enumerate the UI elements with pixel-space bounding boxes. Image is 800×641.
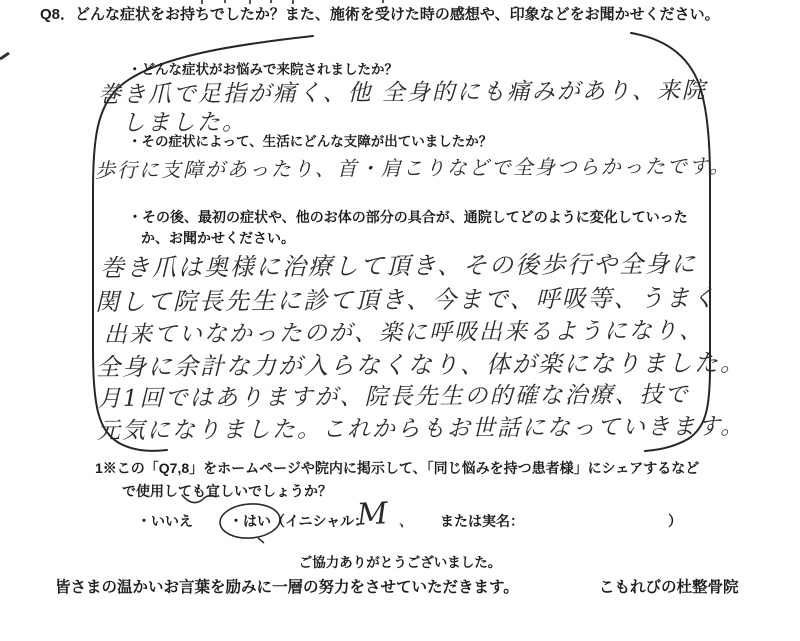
handwritten-answer-3-line-2: 関して院長先生に診て頂き、今まで、呼吸等、うまく [94,283,718,317]
handwritten-answer-3-line-1: 巻き爪は奥様に治療して頂き、その後歩行や全身に [99,249,698,283]
question-header: Q8．どんな症状をお持ちでしたか？また、施術を受けた時の感想や、印象などをお聞かせください。 [40,6,720,23]
handwritten-answer-1-line-1: 巻き爪で足指が痛く、他 全身的にも痛みがあり、来院 [97,77,707,109]
consent-close-paren: ） [668,513,682,529]
handwritten-initial-comma: 、 [397,509,417,532]
handwritten-answer-1-line-2: しました。 [121,109,248,137]
handwritten-answer-3-line-4: 全身に余計な力が入らなくなり、体が楽になりました。 [95,348,747,382]
closing-message: 皆さまの温かいお言葉を励みに一層の努力をさせていただきます。 [55,579,519,596]
handwritten-initial: M [356,496,389,533]
handwritten-answer-3-line-5: 月1回ではありますが、院長先生の的確な治療、技で [97,381,690,413]
realname-label: または実名： [440,513,524,529]
yes-circle-tail [258,538,264,543]
clinic-name: こもれびの杜整骨院 [599,579,739,596]
sub-question-3-line-2: か、お聞かせください。 [141,230,295,246]
thanks-message: ご協力ありがとうございました。 [298,555,502,570]
handwritten-answer-3-line-3: 出来ていなかったのが、楽に呼吸出来るようになり、 [103,317,705,349]
handwritten-answer-3-line-6: 元気になりました。これからもお世話になっていきます。 [96,413,746,445]
sub-question-1: ・どんな症状がお悩みで来院されましたか？ [128,62,398,77]
option-yes: ・はい [229,513,271,529]
handwritten-answer-2: 歩行に支障があったり、首・肩こりなどで全身つらかったです。 [94,153,732,183]
consent-note-line-2: で使用しても宜しいでしょうか？ [122,483,332,499]
scan-smudge [0,53,9,59]
option-no: ・いいえ [137,513,193,529]
sub-question-3-line-1: ・その後、最初の症状や、他のお体の部分の具合が、通院してどのように変化していった [128,209,688,225]
sub-question-2: ・その症状によって、生活にどんな支障が出ていましたか？ [128,134,493,149]
initial-label: （イニシャル： [271,513,369,529]
scan-artifact-ticks [202,0,383,4]
consent-note-line-1: 1※この「Q7,8」をホームページや院内に掲示して、「同じ悩みを持つ患者様」にシェアするなど [95,460,700,476]
